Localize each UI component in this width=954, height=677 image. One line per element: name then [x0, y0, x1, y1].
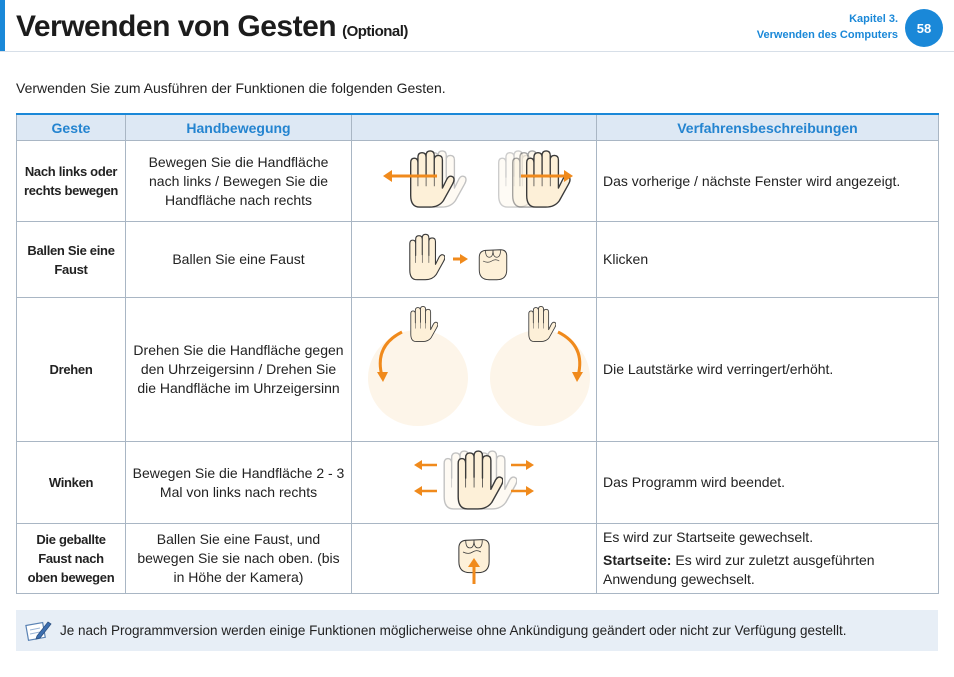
- note-pencil-icon: [24, 618, 52, 644]
- gesture-name: Die geballte Faust nach oben bewegen: [17, 524, 126, 594]
- header-description: Verfahrensbeschreibungen: [597, 114, 939, 141]
- header-movement: Handbewegung: [126, 114, 352, 141]
- header-illustration: [352, 114, 597, 141]
- hand-swipe-left-right-icon: [352, 141, 597, 222]
- header-accent-bar: [0, 0, 5, 52]
- description-text: Das vorherige / nächste Fenster wird angezeigt.: [597, 141, 939, 222]
- gesture-name: Drehen: [17, 298, 126, 442]
- gesture-table: [16, 113, 939, 594]
- table-row: [17, 524, 939, 594]
- page-title-text: Verwenden von Gesten: [16, 10, 337, 43]
- hand-wave-icon: [352, 442, 597, 524]
- gesture-name: Winken: [17, 442, 126, 524]
- hand-rotate-icon: [352, 298, 597, 442]
- description-label: Startseite:: [603, 552, 672, 568]
- table-row: [17, 442, 939, 524]
- description-text: Die Lautstärke wird verringert/erhöht.: [597, 298, 939, 442]
- chapter-label: [757, 11, 898, 43]
- header-gesture: Geste: [17, 114, 126, 141]
- chapter-title: Verwenden des Computers: [756, 29, 898, 41]
- page-number-badge: 58: [905, 9, 943, 47]
- description-detail-text: Es wird zur zuletzt ausgeführten Anwendung gewechselt.: [603, 552, 875, 587]
- movement-text: Drehen Sie die Handfläche gegen den Uhrzeigersinn / Drehen Sie die Handfläche im Uhrzeigersinn: [126, 298, 352, 442]
- header-divider: [0, 51, 954, 52]
- page-title-suffix: (Optional): [342, 23, 408, 40]
- description-cell: [597, 524, 939, 594]
- movement-text: Ballen Sie eine Faust: [126, 222, 352, 298]
- description-text: Das Programm wird beendet.: [597, 442, 939, 524]
- gesture-name: Ballen Sie eine Faust: [17, 222, 126, 298]
- description-text: Klicken: [597, 222, 939, 298]
- table-row: [17, 298, 939, 442]
- page-title: [16, 10, 408, 44]
- description-detail: [603, 551, 932, 589]
- table-row: [17, 141, 939, 222]
- note-text: Je nach Programmversion werden einige Funktionen möglicherweise ohne Ankündigung geändert oder nicht zur Verfügung gestellt.: [60, 623, 847, 638]
- gesture-name: Nach links oder rechts bewegen: [17, 141, 126, 222]
- chapter-number: Kapitel 3.: [849, 13, 898, 25]
- note-box: [16, 610, 938, 651]
- table-header-row: [17, 114, 939, 141]
- description-text: Es wird zur Startseite gewechselt.: [603, 529, 814, 545]
- movement-text: Ballen Sie eine Faust, und bewegen Sie sie nach oben. (bis in Höhe der Kamera): [126, 524, 352, 594]
- open-hand-to-fist-icon: [352, 222, 597, 298]
- table-row: [17, 222, 939, 298]
- movement-text: Bewegen Sie die Handfläche nach links / Bewegen Sie die Handfläche nach rechts: [126, 141, 352, 222]
- fist-move-up-icon: [352, 524, 597, 594]
- intro-text: Verwenden Sie zum Ausführen der Funktionen die folgenden Gesten.: [16, 80, 446, 96]
- movement-text: Bewegen Sie die Handfläche 2 - 3 Mal von links nach rechts: [126, 442, 352, 524]
